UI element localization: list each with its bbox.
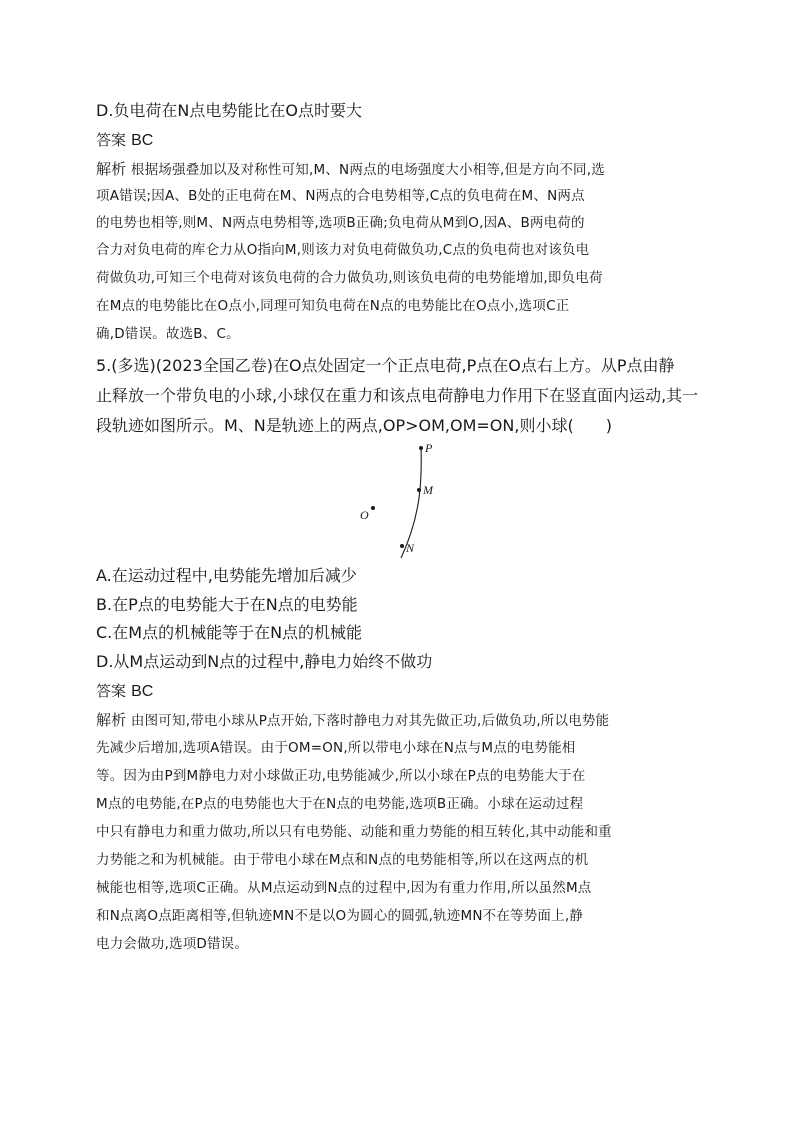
- label-p: P: [425, 441, 433, 455]
- q5-stem-line-1: 止释放一个带负电的小球,小球仅在重力和该点电荷静电力作用下在竖直面内运动,其一: [96, 386, 699, 405]
- q5-analysis-text-0: 由图可知,带电小球从P点开始,下落时静电力对其先做正功,后做负功,所以电势能: [130, 713, 610, 729]
- label-m: M: [423, 483, 433, 497]
- q5-analysis-label: 解析: [96, 711, 127, 729]
- q5-option-c: C.在M点的机械能等于在N点的机械能: [96, 623, 363, 642]
- trajectory-svg: [340, 440, 460, 570]
- prev-analysis-text-0: 根据场强叠加以及对称性可知,M、N两点的电场强度大小相等,但是方向不同,选: [130, 162, 605, 178]
- q5-answer: [96, 681, 706, 702]
- point-p: [419, 446, 423, 450]
- q5-answer-label: 答案: [96, 682, 127, 700]
- q5-option-b: B.在P点的电势能大于在N点的电势能: [96, 595, 358, 614]
- point-n: [400, 544, 404, 548]
- prev-analysis-line-0: [96, 159, 706, 180]
- q5-option-a: A.在运动过程中,电势能先增加后减少: [96, 566, 357, 585]
- q5-analysis-line-0: [96, 710, 706, 731]
- prev-analysis-line-1: 项A错误;因A、B处的正电荷在M、N两点的合电势相等,C点的负电荷在M、N两点: [96, 188, 585, 204]
- label-o: O: [360, 508, 369, 522]
- q5-analysis-line-6: 械能也相等,选项C正确。从M点运动到N点的过程中,因为有重力作用,所以虽然M点: [96, 880, 592, 896]
- prev-analysis-label: 解析: [96, 160, 127, 178]
- point-o: [371, 506, 375, 510]
- prev-option-d: D.负电荷在N点电势能比在O点时要大: [96, 101, 362, 120]
- q5-stem-line-0: 5.(多选)(2023全国乙卷)在O点处固定一个正点电荷,P点在O点右上方。从P点由静: [96, 356, 675, 375]
- q5-analysis-line-8: 电力会做功,选项D错误。: [96, 936, 249, 952]
- prev-answer-label: 答案: [96, 131, 127, 149]
- label-n: N: [406, 541, 415, 555]
- q5-analysis-line-5: 力势能之和为机械能。由于带电小球在M点和N点的电势能相等,所以在这两点的机: [96, 852, 589, 868]
- prev-answer: [96, 130, 706, 151]
- q5-stem-line-2: 段轨迹如图所示。M、N是轨迹上的两点,OP>OM,OM=ON,则小球( ): [96, 416, 612, 435]
- q5-option-d: D.从M点运动到N点的过程中,静电力始终不做功: [96, 652, 433, 671]
- prev-analysis-line-4: 荷做负功,可知三个电荷对该负电荷的合力做负功,则该负电荷的电势能增加,即负电荷: [96, 270, 603, 286]
- prev-analysis-line-5: 在M点的电势能比在O点小,同理可知负电荷在N点的电势能比在O点小,选项C正: [96, 298, 570, 314]
- q5-analysis-line-1: 先减少后增加,选项A错误。由于OM=ON,所以带电小球在N点与M点的电势能相: [96, 740, 576, 756]
- prev-answer-value: BC: [131, 132, 154, 149]
- trajectory-figure: [340, 440, 460, 570]
- prev-analysis-line-6: 确,D错误。故选B、C。: [96, 326, 240, 342]
- q5-analysis-line-2: 等。因为由P到M静电力对小球做正功,电势能减少,所以小球在P点的电势能大于在: [96, 768, 586, 784]
- q5-analysis-line-4: 中只有静电力和重力做功,所以只有电势能、动能和重力势能的相互转化,其中动能和重: [96, 824, 612, 840]
- point-m: [417, 488, 421, 492]
- q5-analysis-line-7: 和N点离O点距离相等,但轨迹MN不是以O为圆心的圆弧,轨迹MN不在等势面上,静: [96, 908, 584, 924]
- prev-analysis-line-3: 合力对负电荷的库仑力从O指向M,则该力对负电荷做负功,C点的负电荷也对该负电: [96, 242, 590, 258]
- q5-analysis-line-3: M点的电势能,在P点的电势能也大于在N点的电势能,选项B正确。小球在运动过程: [96, 796, 584, 812]
- q5-answer-value: BC: [131, 683, 154, 700]
- prev-analysis-line-2: 的电势也相等,则M、N两点电势相等,选项B正确;负电荷从M到O,因A、B两电荷的: [96, 215, 585, 231]
